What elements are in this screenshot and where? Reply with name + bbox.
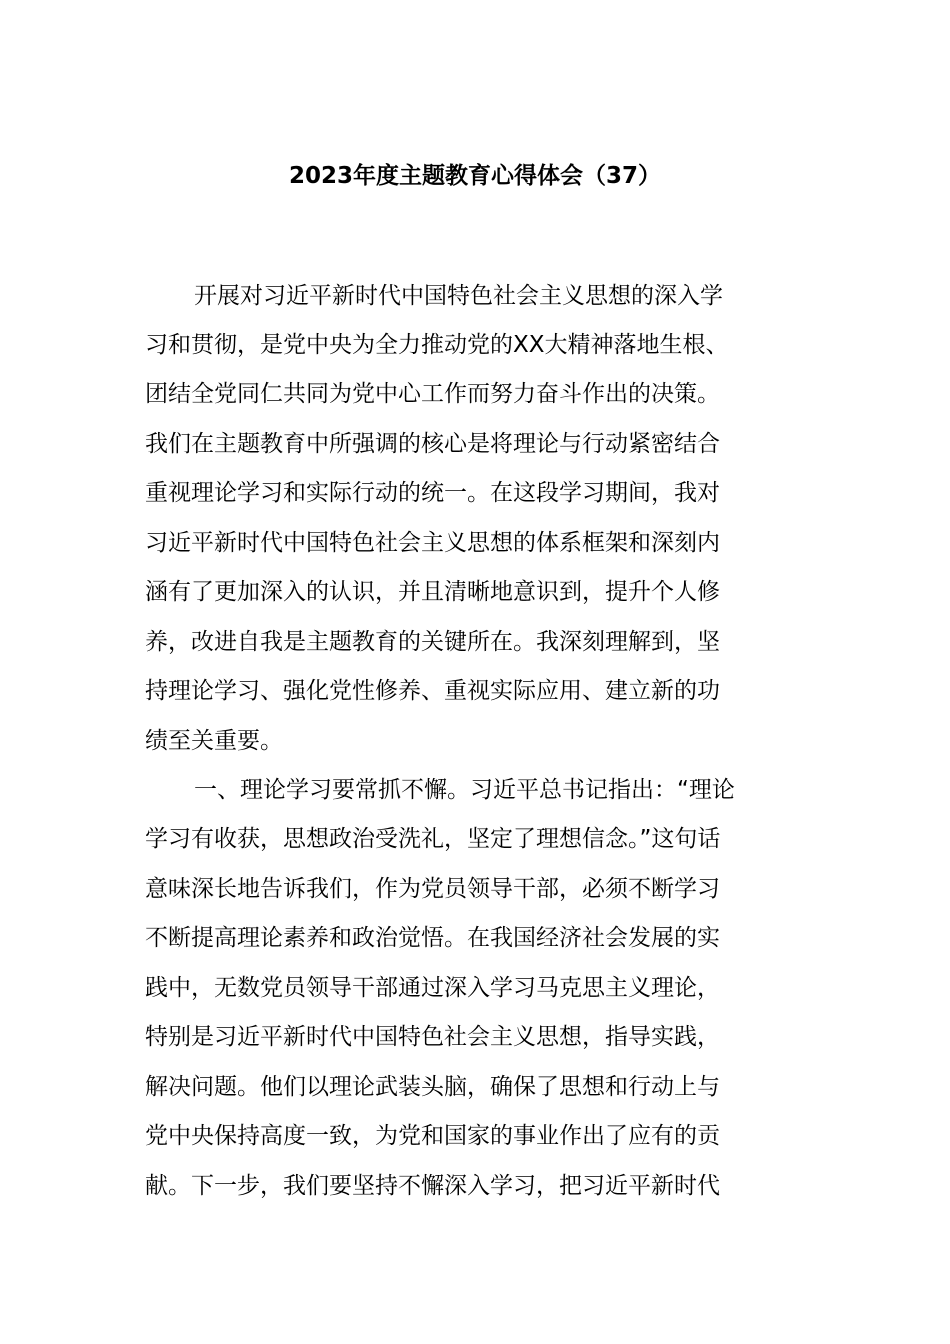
paragraph-line: 养，改进自我是主题教育的关键所在。我深刻理解到，坚 (145, 629, 720, 655)
paragraph-line: 持理论学习、强化党性修养、重视实际应用、建立新的功 (145, 678, 720, 704)
paragraph-line: 不断提高理论素养和政治觉悟。在我国经济社会发展的实 (145, 925, 720, 951)
paragraph-line: 特别是习近平新时代中国特色社会主义思想，指导实践， (145, 1024, 720, 1050)
paragraph-line: 践中，无数党员领导干部通过深入学习马克思主义理论， (145, 975, 720, 1001)
paragraph-line: 习和贯彻，是党中央为全力推动党的XX大精神落地生根、 (145, 332, 729, 358)
paragraph-line: 重视理论学习和实际行动的统一。在这段学习期间，我对 (145, 480, 720, 506)
paragraph-line: 习近平新时代中国特色社会主义思想的体系框架和深刻内 (145, 530, 720, 556)
paragraph-line: 解决问题。他们以理论武装头脑，确保了思想和行动上与 (145, 1074, 720, 1100)
paragraph-line: 我们在主题教育中所强调的核心是将理论与行动紧密结合 (145, 431, 720, 457)
paragraph-line: 党中央保持高度一致，为党和国家的事业作出了应有的贡 (145, 1123, 720, 1149)
document-title: 2023年度主题教育心得体会（37） (288, 163, 662, 189)
paragraph-line: 开展对习近平新时代中国特色社会主义思想的深入学 (194, 283, 723, 309)
paragraph-line: 团结全党同仁共同为党中心工作而努力奋斗作出的决策。 (145, 381, 720, 407)
paragraph-line: 学习有收获，思想政治受洗礼，坚定了理想信念。”这句话 (145, 826, 721, 852)
paragraph-line: 一、理论学习要常抓不懈。习近平总书记指出：“理论 (194, 777, 735, 803)
paragraph-line: 献。下一步，我们要坚持不懈深入学习，把习近平新时代 (145, 1173, 720, 1199)
paragraph-line: 绩至关重要。 (145, 728, 283, 754)
paragraph-line: 涵有了更加深入的认识，并且清晰地意识到，提升个人修 (145, 579, 720, 605)
paragraph-line: 意味深长地告诉我们，作为党员领导干部，必须不断学习 (145, 876, 720, 902)
